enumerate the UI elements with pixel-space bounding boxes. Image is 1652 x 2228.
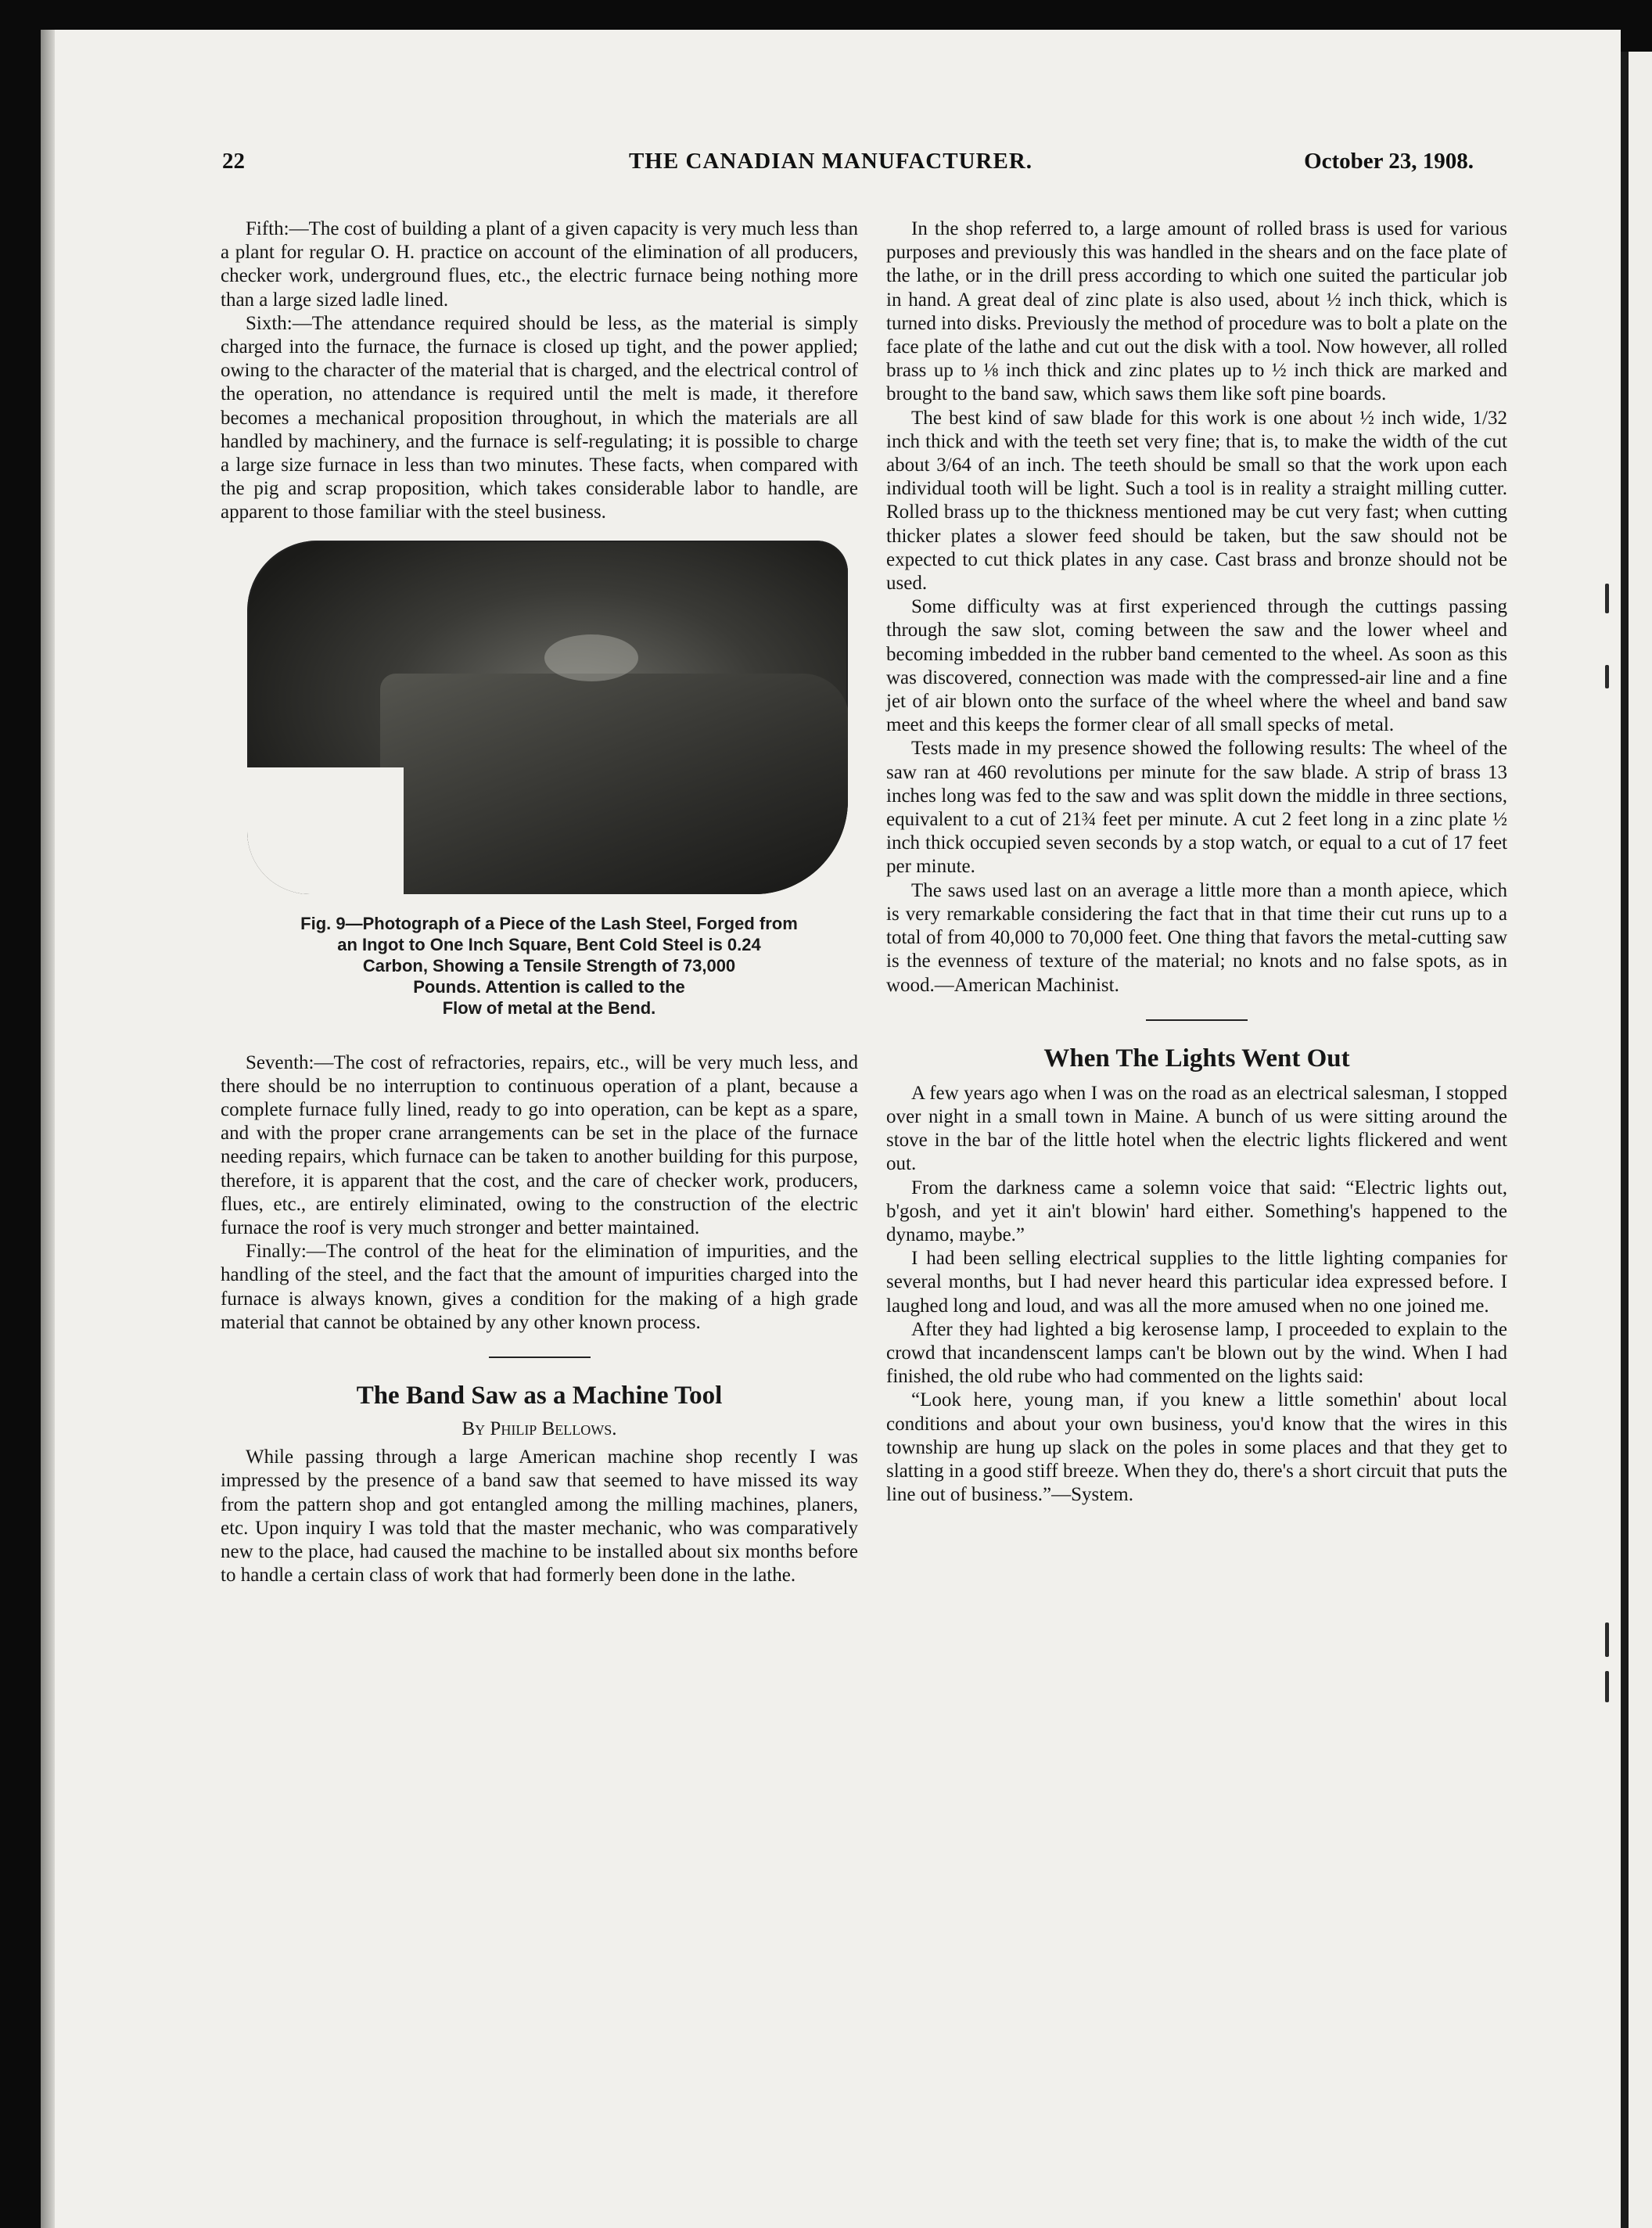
right-column bbox=[886, 217, 1507, 1507]
caption-line: an Ingot to One Inch Square, Bent Cold Steel is 0.24 bbox=[337, 934, 761, 954]
steel-highlight bbox=[544, 634, 638, 681]
section-divider bbox=[1146, 1019, 1248, 1021]
journal-title: THE CANADIAN MANUFACTURER. bbox=[628, 149, 1033, 174]
paragraph-saws-used: The saws used last on an average a little more than a month apiece, which is very remarkable considering the fact that in that time their cut runs up to a total of from 40,000 to 70,000 feet. One thing that favors the metal-cutting saw is the evenness of texture of the material; no knots and no false spots, as in wood.—American Machinist. bbox=[886, 879, 1507, 996]
paragraph-saw-blade: The best kind of saw blade for this work is one about ½ inch wide, 1/32 inch thick and with the teeth set very fine; that is, to make the width of the cut about 3/64 of an inch. The teeth should be small so that the work upon each individual tooth will be light. Such a tool is in reality a straight milling cutter. Rolled brass up to the thickness mentioned may be cut very fast; when cutting thicker plates a slower feed should be taken, but the saw should not be expected to cut thick plates in any case. Cast brass and bronze should not be used. bbox=[886, 407, 1507, 595]
steel-face bbox=[380, 674, 848, 894]
paragraph-lights-3: I had been selling electrical supplies to the little lighting companies for several months, but I had never heard this particular idea expressed before. I laughed long and loud, and was all the more amused when no one joined me. bbox=[886, 1248, 1507, 1317]
paragraph-tests: Tests made in my presence showed the following results: The wheel of the saw ran at 460 revolutions per minute for the saw blade. A strip of brass 13 inches long was fed to the saw and was split down the middle in three sections, equivalent to a cut of 21¾ feet per minute. A cut 2 feet long in a zinc plate ½ inch thick occupied seven seconds by a stop watch, or equal to a cut of 17 feet per minute. bbox=[886, 738, 1507, 878]
margin-mark bbox=[1605, 584, 1609, 613]
margin-mark bbox=[1605, 1671, 1609, 1702]
figure-caption bbox=[247, 913, 851, 1019]
paragraph-lights-2: From the darkness came a solemn voice that said: “Electric lights out, b'gosh, and yet it ain't blowin' hard either. Something's happened to the dynamo, maybe.” bbox=[886, 1177, 1507, 1245]
article-title-band-saw: The Band Saw as a Machine Tool bbox=[356, 1382, 723, 1410]
paragraph-lights-4: After they had lighted a big kerosense lamp, I proceeded to explain to the crowd that incandenscent lamps can't be blown out by the wind. When I had finished, the old rube who had commented on the lights said: bbox=[886, 1318, 1507, 1388]
article-byline: By Philip Bellows. bbox=[461, 1418, 617, 1440]
paragraph-difficulty: Some difficulty was at first experienced through the cuttings passing through the saw slot, coming between the saw and the lower wheel and becoming imbedded in the rubber band cemented to the wheel. As soon as this was discovered, connection was made with the compressed-air line and a fine jet of air blown onto the surface of the wheel where the wheel and band saw meet and this keeps the former clear of all small specks of metal. bbox=[886, 596, 1507, 736]
paragraph-seventh: Seventh:—The cost of refractories, repairs, etc., will be very much less, and there should be no interruption to continuous operation of a plant, because a complete furnace fully lined, ready to go into operation, can be kept as a spare, and with the proper crane arrangements can be set in the place of the furnace needing repairs, which furnace can be taken to another building for this purpose, therefore, it is apparent that the cost, and the care of checker work, producers, flues, etc., are entirely eliminated, owing to the construction of the electric furnace the roof is very much stronger and better maintained. bbox=[221, 1051, 858, 1239]
paragraph-rolled-brass: In the shop referred to, a large amount of rolled brass is used for various purposes and previously this was handled in the shears and on the face plate of the lathe, or in the drill press according to which one suited the particular job in hand. A great deal of zinc plate is also used, about ½ inch thick, which is turned into disks. Previously the method of procedure was to bolt a plate on the face plate of the lathe and cut out the disk with a tool. Now however, all rolled brass up to ⅛ inch thick and zinc plates up to ½ inch thick are marked and brought to the band saw, which saws them like soft pine boards. bbox=[886, 218, 1507, 405]
photo-notch bbox=[247, 767, 404, 894]
figure-9 bbox=[247, 541, 851, 1019]
caption-line: Fig. 9—Photograph of a Piece of the Lash Steel, Forged from bbox=[300, 913, 798, 933]
section-divider bbox=[489, 1357, 591, 1358]
page-binding-shadow bbox=[41, 30, 55, 2228]
caption-line: Flow of metal at the Bend. bbox=[442, 997, 656, 1018]
page bbox=[41, 30, 1621, 2228]
paragraph-lights-1: A few years ago when I was on the road as an electrical salesman, I stopped over night in a small town in Maine. A bunch of us were sitting around the stove in the bar of the little hotel when the electric lights flickered and went out. bbox=[886, 1082, 1507, 1175]
paragraph-fifth: Fifth:—The cost of building a plant of a given capacity is very much less than a plant for regular O. H. practice on account of the elimination of all producers, checker work, underground flues, etc., the electric furnace being nothing more than a large sized ladle lined. bbox=[221, 218, 858, 311]
caption-line: Carbon, Showing a Tensile Strength of 73,000 bbox=[362, 955, 736, 976]
running-header bbox=[41, 149, 1621, 180]
steel-photograph bbox=[247, 541, 848, 894]
margin-mark bbox=[1605, 665, 1609, 688]
next-page-edge bbox=[1621, 52, 1652, 2228]
left-column bbox=[221, 217, 858, 1588]
paragraph-finally: Finally:—The control of the heat for the elimination of impurities, and the handling of the steel, and the fact that the amount of impurities charged into the furnace is always known, gives a condition for the making of a high grade material that cannot be obtained by any other known process. bbox=[221, 1241, 858, 1333]
issue-date: October 23, 1908. bbox=[1304, 149, 1474, 174]
margin-mark bbox=[1605, 1622, 1609, 1657]
page-number: 22 bbox=[222, 149, 245, 174]
article-title-lights: When The Lights Went Out bbox=[1043, 1044, 1350, 1073]
caption-line: Pounds. Attention is called to the bbox=[413, 976, 685, 997]
paragraph-band-saw-intro: While passing through a large American machine shop recently I was impressed by the presence of a band saw that seemed to have missed its way from the pattern shop and got entangled among the milling machines, planers, etc. Upon inquiry I was told that the master mechanic, who was comparatively new to the place, had caused the machine to be installed about six months before to handle a certain class of work that had formerly been done in the lathe. bbox=[221, 1446, 858, 1587]
paragraph-lights-5: “Look here, young man, if you knew a little somethin' about local conditions and about your own business, you'd know that the wires in this township are hung up slack on the poles in some places and that they get to slatting in a good stiff breeze. When they do, there's a short circuit that puts the line out of business.”—System. bbox=[886, 1389, 1507, 1506]
paragraph-sixth: Sixth:—The attendance required should be less, as the material is simply charged into the furnace, the furnace is closed up tight, and the power applied; owing to the character of the material that is charged, and the electrical control of the operation, no attendance is required until the melt is made, it therefore becomes a mechanical proposition throughout, in which the materials are all handled by machinery, and the furnace is self-regulating; it is possible to charge a large size furnace in less than two minutes. These facts, when compared with the pig and scrap proposition, which takes considerable labor to handle, are apparent to those familiar with the steel business. bbox=[221, 312, 858, 523]
